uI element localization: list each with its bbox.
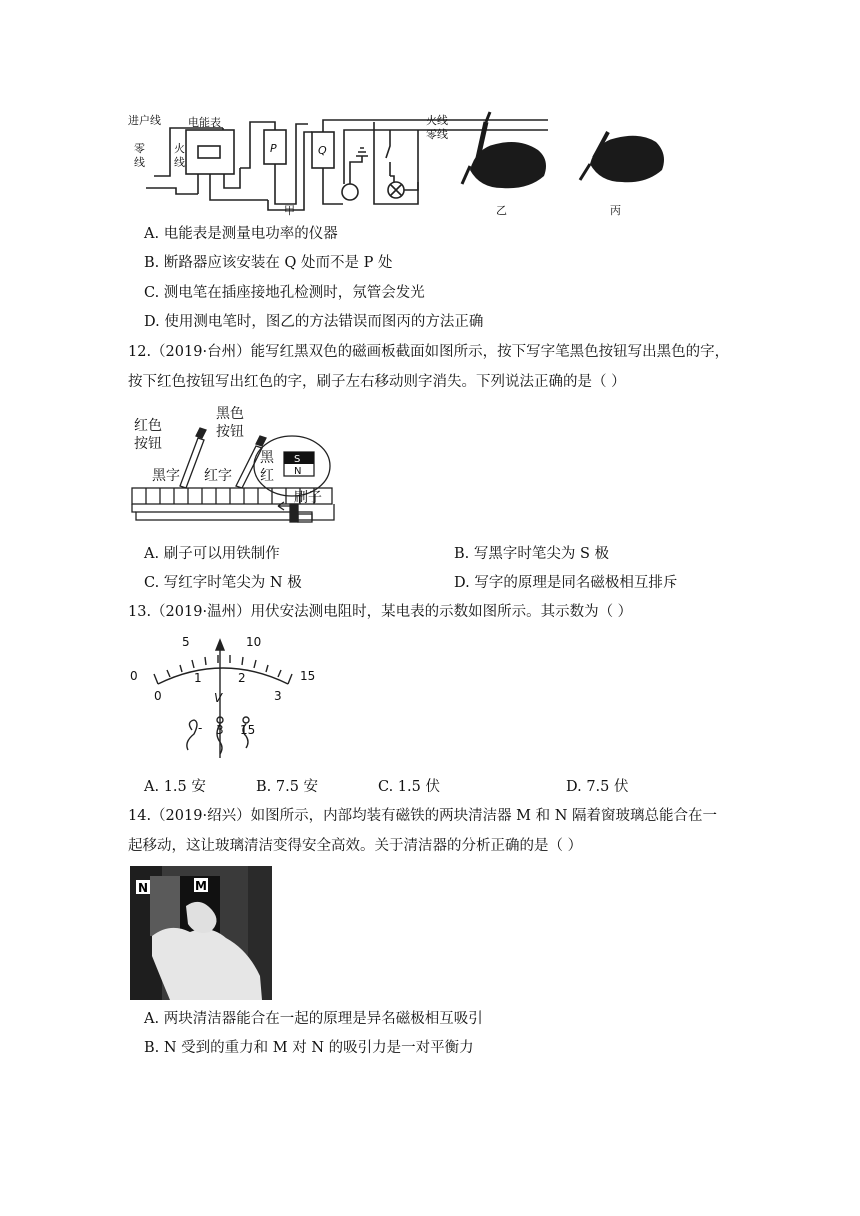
q14-stem-line-2: 起移动，这让玻璃清洁变得安全高效。关于清洁器的分析正确的是（ ）: [128, 838, 583, 854]
terminal-minus: -: [198, 721, 203, 735]
scale-inner-1: 1: [194, 671, 202, 685]
label-inset-red: 红: [260, 468, 274, 484]
label-red-button-1: 红色: [134, 418, 162, 434]
scale-inner-0: 0: [154, 689, 162, 703]
scale-outer-10: 10: [246, 635, 262, 649]
scale-outer-5: 5: [182, 635, 190, 649]
q13-option-a: A. 1.5 安: [144, 779, 206, 795]
label-black-button-2: 按钮: [216, 424, 244, 440]
q11-option-d: D. 使用测电笔时，图乙的方法错误而图丙的方法正确: [144, 314, 484, 330]
caption-jia: 甲: [284, 204, 295, 217]
caption-yi: 乙: [496, 204, 507, 217]
q12-option-c: C. 写红字时笔尖为 N 极: [144, 575, 302, 591]
q13-option-d: D. 7.5 伏: [566, 779, 629, 795]
label-n: N: [138, 881, 149, 895]
q12-magnetic-board-figure: [128, 406, 348, 530]
label-top-neutral: 零线: [426, 128, 448, 141]
scale-outer-0: 0: [130, 669, 138, 683]
hand-bing-illustration: [580, 132, 664, 182]
caption-bing: 丙: [610, 204, 621, 217]
q14-window-cleaner-photo: [130, 866, 272, 1000]
q13-stem: 13.（2019·温州）用伏安法测电阻时，某电表的示数如图所示。其示数为（ ）: [128, 604, 633, 620]
q11-circuit-figure: [128, 108, 688, 218]
label-black-word: 黑字: [152, 468, 180, 484]
scale-outer-15: 15: [300, 669, 316, 683]
label-brush: 刷子: [294, 490, 322, 506]
q13-option-b: B. 7.5 安: [256, 779, 319, 795]
hand-yi-illustration: [462, 112, 546, 188]
label-inset-black: 黑: [260, 450, 274, 466]
label-neutral-side-2: 线: [134, 156, 145, 169]
terminal-15: 15: [240, 723, 256, 737]
scale-inner-2: 2: [238, 671, 246, 685]
label-meter: 电能表: [188, 116, 221, 129]
terminal-3: 3: [216, 723, 224, 737]
label-top-live: 火线: [426, 114, 448, 127]
q12-option-b: B. 写黑字时笔尖为 S 极: [454, 546, 610, 562]
q12-stem-line-2: 按下红色按钮写出红色的字，刷子左右移动则字消失。下列说法正确的是（ ）: [128, 374, 626, 390]
label-m: M: [195, 879, 207, 893]
label-red-word: 红字: [204, 468, 232, 484]
q12-option-d: D. 写字的原理是同名磁极相互排斥: [454, 575, 678, 591]
label-inset-s: S: [294, 454, 301, 465]
label-live-side-2: 线: [174, 156, 185, 169]
q11-option-a: A. 电能表是测量电功率的仪器: [144, 226, 338, 242]
q12-option-a: A. 刷子可以用铁制作: [144, 546, 280, 562]
q14-option-a: A. 两块清洁器能合在一起的原理是异名磁极相互吸引: [144, 1011, 483, 1027]
q13-voltmeter-figure: [128, 630, 328, 760]
label-q: Q: [318, 144, 327, 157]
label-inlet: 进户线: [128, 114, 161, 127]
scale-inner-3: 3: [274, 689, 282, 703]
label-neutral-side-1: 零: [134, 142, 145, 155]
q11-option-c: C. 测电笔在插座接地孔检测时，氖管会发光: [144, 285, 425, 301]
label-p: P: [270, 142, 277, 155]
label-live-side-1: 火: [174, 142, 185, 155]
q14-option-b: B. N 受到的重力和 M 对 N 的吸引力是一对平衡力: [144, 1040, 474, 1056]
label-black-button-1: 黑色: [216, 406, 244, 422]
q11-option-b: B. 断路器应该安装在 Q 处而不是 P 处: [144, 255, 393, 271]
label-red-button-2: 按钮: [134, 436, 162, 452]
q13-option-c: C. 1.5 伏: [378, 779, 440, 795]
label-inset-n: N: [294, 466, 302, 477]
q12-stem-line-1: 12.（2019·台州）能写红黑双色的磁画板截面如图所示，按下写字笔黑色按钮写出黑色的字，: [128, 344, 730, 360]
unit-symbol: V: [214, 691, 223, 705]
q14-stem-line-1: 14.（2019·绍兴）如图所示，内部均装有磁铁的两块清洁器 M 和 N 隔着窗玻璃总能合在一: [128, 808, 718, 824]
